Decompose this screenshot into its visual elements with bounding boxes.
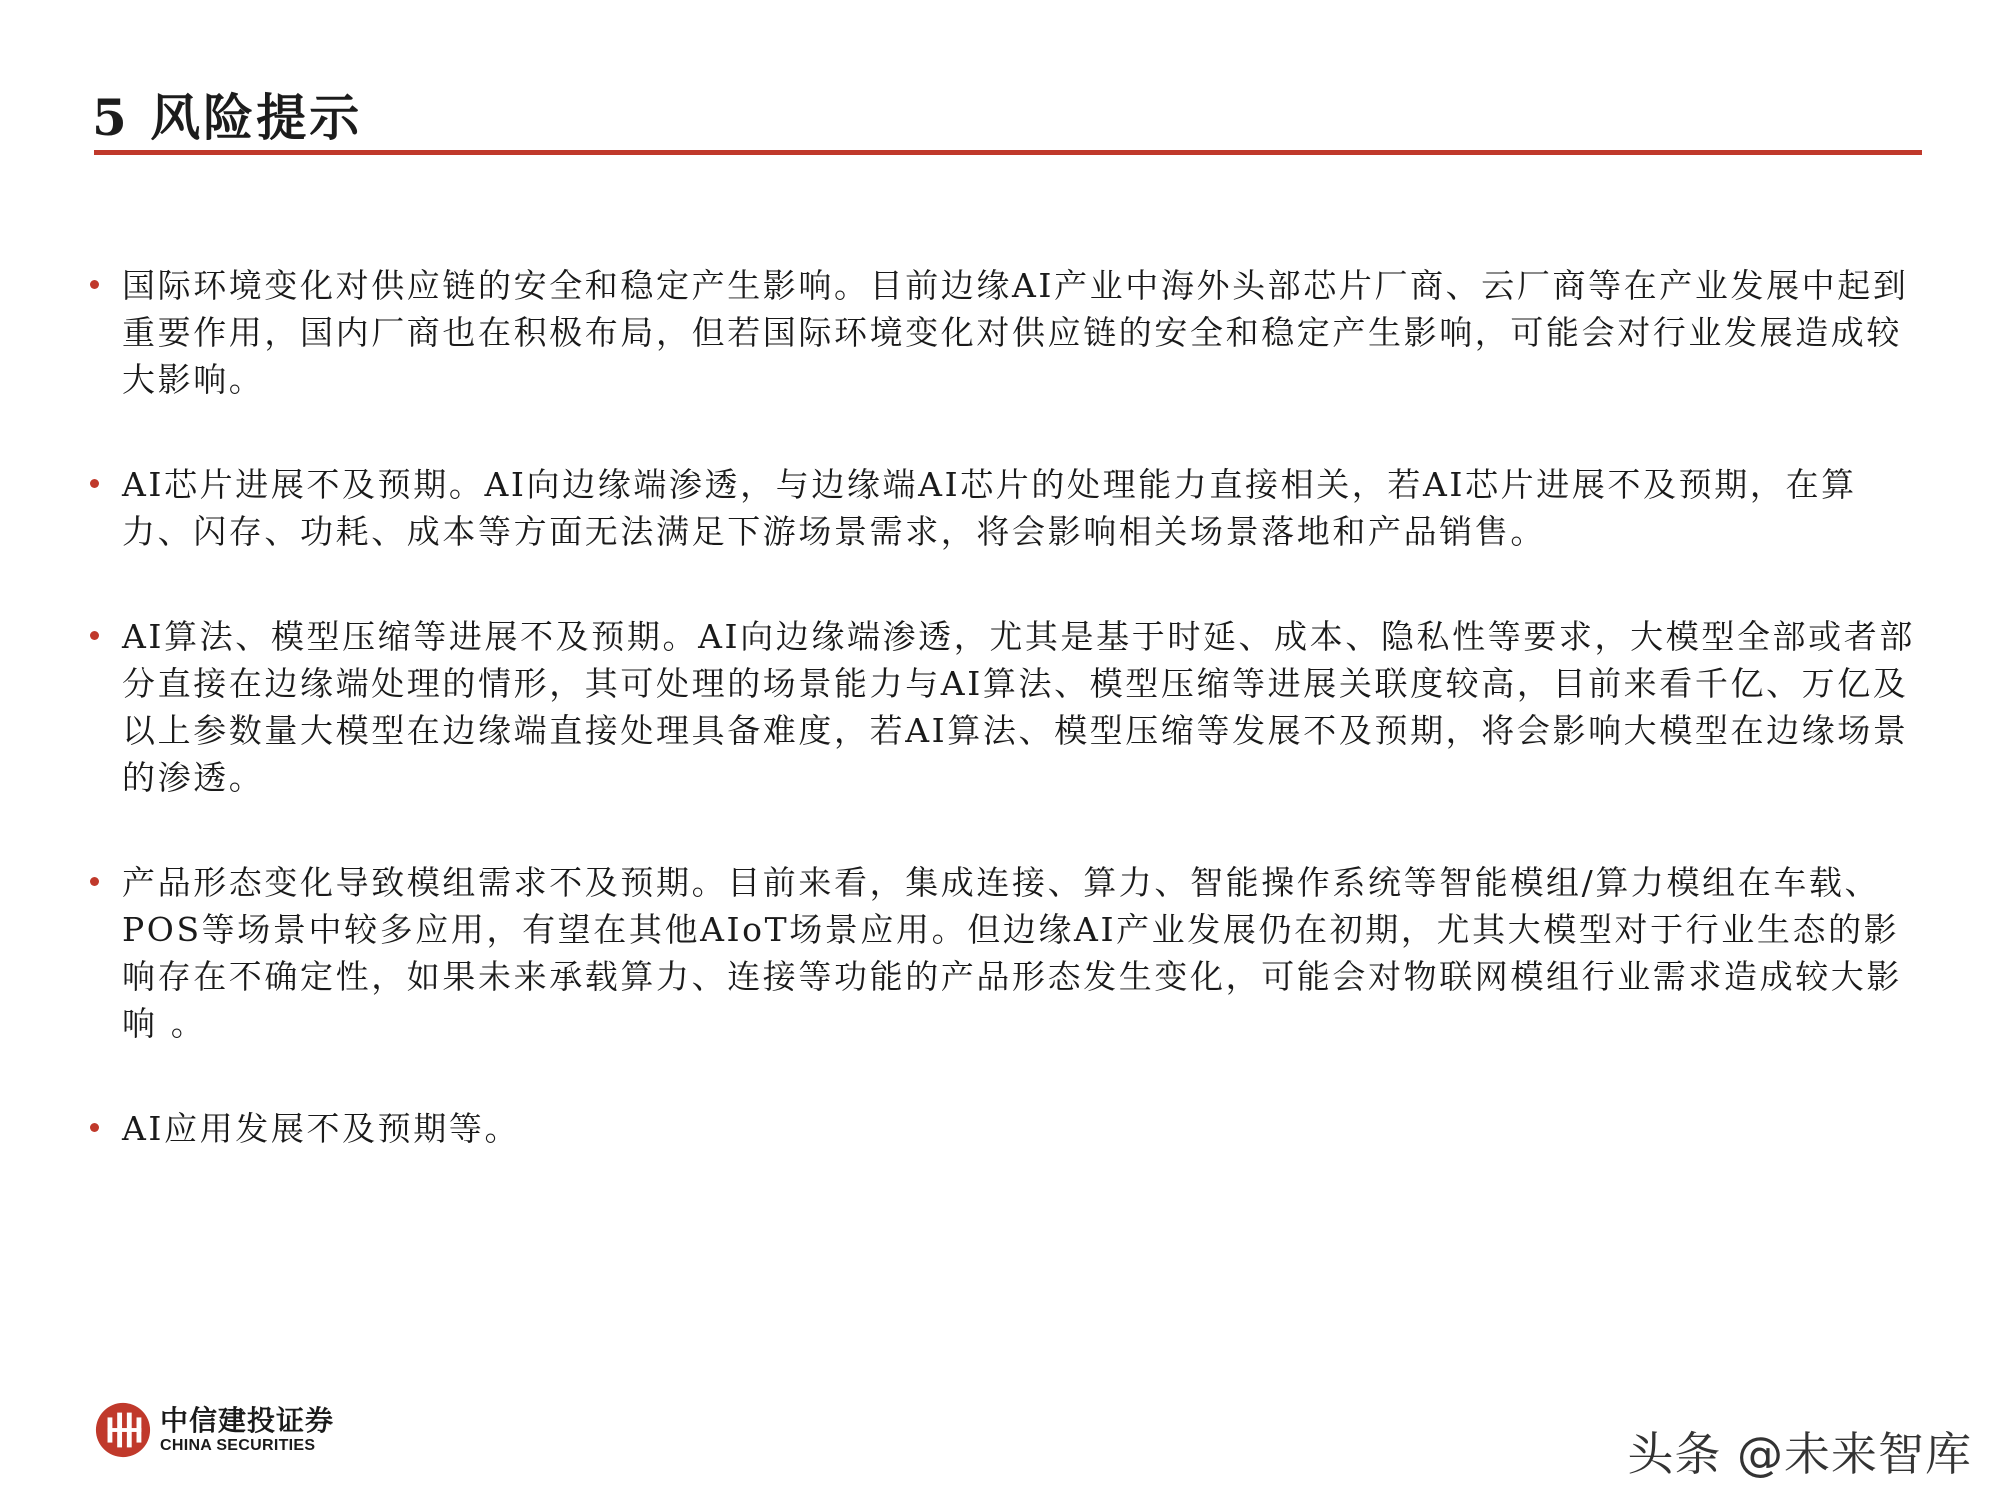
china-securities-logo-icon <box>94 1401 152 1459</box>
bullet-dot-icon <box>90 877 99 886</box>
risk-list <box>90 262 1922 1210</box>
list-item <box>90 613 1922 801</box>
title-divider <box>94 150 1922 155</box>
list-item <box>90 262 1922 403</box>
logo-name-en: CHINA SECURITIES <box>160 1437 316 1454</box>
bullet-dot-icon <box>90 479 99 488</box>
list-item-text: AI算法、模型压缩等进展不及预期。AI向边缘端渗透，尤其是基于时延、成本、隐私性等要求，大模型全部或者部分直接在边缘端处理的情形，其可处理的场景能力与AI算法、模型压缩等进展关联度较高，目前来看千亿、万亿及以上参数量大模型在边缘端直接处理具备难度，若AI算法、模型压缩等发展不及预期，将会影响大模型在边缘场景的渗透。 <box>122 617 1915 797</box>
list-item-text: 国际环境变化对供应链的安全和稳定产生影响。目前边缘AI产业中海外头部芯片厂商、云厂商等在产业发展中起到重要作用，国内厂商也在积极布局，但若国际环境变化对供应链的安全和稳定产生影响，可能会对行业发展造成较大影响。 <box>122 266 1909 399</box>
bullet-dot-icon <box>90 280 99 289</box>
page-title: 5 风险提示 <box>92 88 363 147</box>
watermark: 头条 @未来智库 <box>1627 1427 1972 1481</box>
bullet-dot-icon <box>90 631 99 640</box>
bullet-dot-icon <box>90 1123 99 1132</box>
list-item <box>90 859 1922 1047</box>
list-item <box>90 461 1922 555</box>
list-item-text: AI芯片进展不及预期。AI向边缘端渗透，与边缘端AI芯片的处理能力直接相关，若AI芯片进展不及预期，在算力、闪存、功耗、成本等方面无法满足下游场景需求，将会影响相关场景落地和产品销售。 <box>122 465 1857 551</box>
company-logo <box>94 1400 334 1460</box>
list-item-text: AI应用发展不及预期等。 <box>122 1109 521 1148</box>
logo-name-cn: 中信建投证券 <box>160 1404 335 1437</box>
list-item <box>90 1105 1922 1152</box>
list-item-text: 产品形态变化导致模组需求不及预期。目前来看，集成连接、算力、智能操作系统等智能模组/算力模组在车载、POS等场景中较多应用，有望在其他AIoT场景应用。但边缘AI产业发展仍在初期，尤其大模型对于行业生态的影响存在不确定性，如果未来承载算力、连接等功能的产品形态发生变化，可能会对物联网模组行业需求造成较大影响 。 <box>122 863 1902 1043</box>
